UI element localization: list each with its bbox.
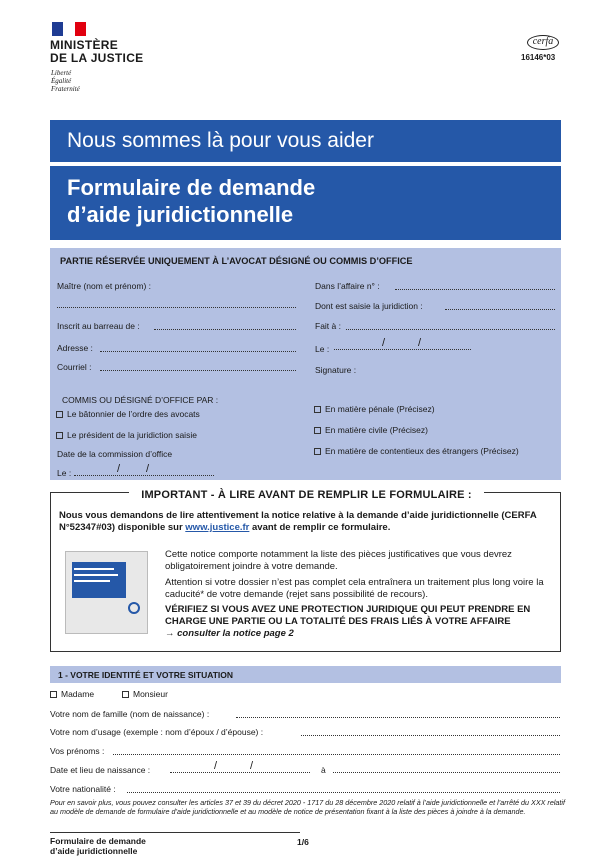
intro-text-b: avant de remplir ce formulaire. — [249, 522, 391, 533]
lawyer-section — [50, 248, 561, 480]
cerfa-number: 16146*03 — [521, 53, 556, 62]
thumbnail-line — [74, 580, 110, 582]
affaire-label: Dans l’affaire n° : — [315, 281, 380, 291]
commission-date-field[interactable] — [74, 475, 214, 476]
republic-flag-icon — [52, 22, 86, 36]
important-box — [50, 489, 561, 652]
date-slash: / — [214, 760, 218, 772]
nationalite-label: Votre nationalité : — [50, 784, 116, 794]
option-batonnier[interactable] — [56, 409, 200, 419]
form-title — [50, 166, 561, 240]
prenoms-field[interactable] — [113, 754, 560, 755]
madame-label: Madame — [61, 689, 95, 699]
thumbnail-line — [74, 568, 114, 570]
form-title-line1: Formulaire de demande — [67, 175, 316, 200]
nationalite-field[interactable] — [127, 792, 560, 793]
naissance-lieu-field[interactable] — [333, 772, 560, 773]
inscrit-label: Inscrit au barreau de : — [57, 321, 140, 331]
protection-warning-text: VÉRIFIEZ SI VOUS AVEZ UNE PROTECTION JURIDIQUE QUI PEUT PRENDRE EN CHARGE UNE PARTIE OU LA TOTALITÉ DES FRAIS LIÉS À VOTRE AFFAIRE — [165, 604, 531, 627]
option-civile[interactable] — [314, 425, 428, 435]
juridiction-label: Dont est saisie la juridiction : — [315, 301, 423, 311]
page-number: 1/6 — [297, 837, 309, 847]
adresse-label: Adresse : — [57, 343, 93, 353]
republic-motto — [51, 69, 80, 93]
penale-label: En matière pénale (Précisez) — [325, 404, 435, 414]
prenoms-label: Vos prénoms : — [50, 746, 105, 756]
flag-red-stripe — [75, 22, 86, 36]
le-label: Le : — [315, 344, 330, 354]
notice-paragraph-2: Attention si votre dossier n’est pas complet cela entraînera un traitement plus long voire la caducité* de votre demande (rejet sans possibilité de recours). — [165, 577, 544, 600]
le2-label: Le : — [57, 468, 72, 478]
footer-title-line2: d’aide juridictionnelle — [50, 846, 138, 856]
date-slash: / — [146, 463, 150, 475]
ministry-name — [50, 39, 143, 65]
notice-paragraph-1: Cette notice comporte notamment la liste des pièces justificatives que vous devrez obligatoirement joindre à votre demande. — [165, 549, 512, 572]
option-penale[interactable] — [314, 404, 435, 414]
fait-label: Fait à : — [315, 321, 341, 331]
civile-checkbox[interactable] — [314, 427, 321, 434]
thumbnail-circle-icon — [128, 602, 140, 614]
juridiction-field[interactable] — [445, 309, 555, 310]
date-slash: / — [382, 337, 386, 349]
commis-title: COMMIS OU DÉSIGNÉ D’OFFICE PAR : — [62, 395, 219, 405]
important-title: IMPORTANT - À LIRE AVANT DE REMPLIR LE FORMULAIRE : — [129, 489, 484, 501]
form-title-line2: d’aide juridictionnelle — [67, 202, 294, 227]
footer-form-title — [50, 836, 146, 856]
nom-usage-field[interactable] — [301, 735, 560, 736]
batonnier-checkbox[interactable] — [56, 411, 63, 418]
protection-warning — [165, 604, 565, 640]
thumbnail-line — [74, 574, 118, 576]
footer-divider — [50, 832, 300, 833]
date-slash: / — [418, 337, 422, 349]
batonnier-label: Le bâtonnier de l’ordre des avocats — [67, 409, 200, 419]
civile-label: En matière civile (Précisez) — [325, 425, 428, 435]
madame-checkbox[interactable] — [50, 691, 57, 698]
date-commission-label: Date de la commission d’office — [57, 449, 173, 459]
etrangers-label: En matière de contentieux des étrangers (Précisez) — [325, 446, 519, 456]
option-president[interactable] — [56, 430, 197, 440]
flag-blue-stripe — [52, 22, 63, 36]
fait-field[interactable] — [346, 329, 555, 330]
le-date-field[interactable] — [334, 349, 471, 350]
adresse-field[interactable] — [100, 351, 296, 352]
footer-title-line1: Formulaire de demande — [50, 836, 146, 846]
monsieur-label: Monsieur — [133, 689, 168, 699]
date-slash: / — [117, 463, 121, 475]
monsieur-checkbox[interactable] — [122, 691, 129, 698]
option-etrangers[interactable] — [314, 446, 519, 456]
intro-text-a: Nous vous demandons de lire attentivement la notice relative à la demande d’aide juridictionnelle (CERFA N°52347#03) disponible sur — [59, 510, 537, 533]
barreau-field[interactable] — [154, 329, 296, 330]
ministry-line1: MINISTÈRE — [50, 38, 119, 52]
affaire-field[interactable] — [395, 289, 555, 290]
option-madame[interactable] — [50, 689, 94, 699]
naissance-date-field[interactable] — [170, 772, 310, 773]
legal-fine-print: Pour en savoir plus, vous pouvez consulter les articles 37 et 39 du décret 2020 - 1717 du 28 décembre 2020 relatif à l’aide juridictionnelle et l’arrêté du XXX relatif au modèle de demande de formulaire d’aide juridictionnelle et au modèle de notice de présentation fixant à la liste des pièces à joindre à la demande. — [50, 798, 566, 816]
motto-liberte: Liberté — [51, 69, 72, 77]
important-intro — [59, 510, 559, 534]
naissance-label: Date et lieu de naissance : — [50, 765, 151, 775]
nom-famille-field[interactable] — [236, 717, 560, 718]
notice-thumbnail-image — [65, 551, 148, 634]
important-title-wrap — [51, 485, 562, 503]
justice-link[interactable]: www.justice.fr — [185, 522, 250, 533]
signature-label: Signature : — [315, 365, 357, 375]
cerfa-logo: cerfa — [527, 35, 559, 50]
flag-white-stripe — [63, 22, 75, 36]
option-monsieur[interactable] — [122, 689, 168, 699]
motto-fraternite: Fraternité — [51, 85, 80, 93]
motto-egalite: Égalité — [51, 77, 72, 85]
section1-title: 1 - VOTRE IDENTITÉ ET VOTRE SITUATION — [50, 666, 561, 683]
ministry-line2: DE LA JUSTICE — [50, 51, 144, 65]
maitre-label: Maître (nom et prénom) : — [57, 281, 152, 291]
courriel-label: Courriel : — [57, 362, 92, 372]
president-checkbox[interactable] — [56, 432, 63, 439]
etrangers-checkbox[interactable] — [314, 448, 321, 455]
banner-subtitle: Nous sommes là pour vous aider — [50, 120, 561, 162]
maitre-field[interactable] — [57, 307, 296, 308]
nom-famille-label: Votre nom de famille (nom de naissance) : — [50, 709, 210, 719]
penale-checkbox[interactable] — [314, 406, 321, 413]
protection-warning-sub: → consulter la notice page 2 — [165, 628, 294, 639]
date-slash: / — [250, 760, 254, 772]
lawyer-section-title: PARTIE RÉSERVÉE UNIQUEMENT À L’AVOCAT DÉSIGNÉ OU COMMIS D’OFFICE — [60, 256, 413, 266]
courriel-field[interactable] — [100, 370, 296, 371]
president-label: Le président de la juridiction saisie — [67, 430, 197, 440]
a-label: à — [321, 765, 326, 775]
nom-usage-label: Votre nom d’usage (exemple : nom d’époux / d’épouse) : — [50, 727, 264, 737]
